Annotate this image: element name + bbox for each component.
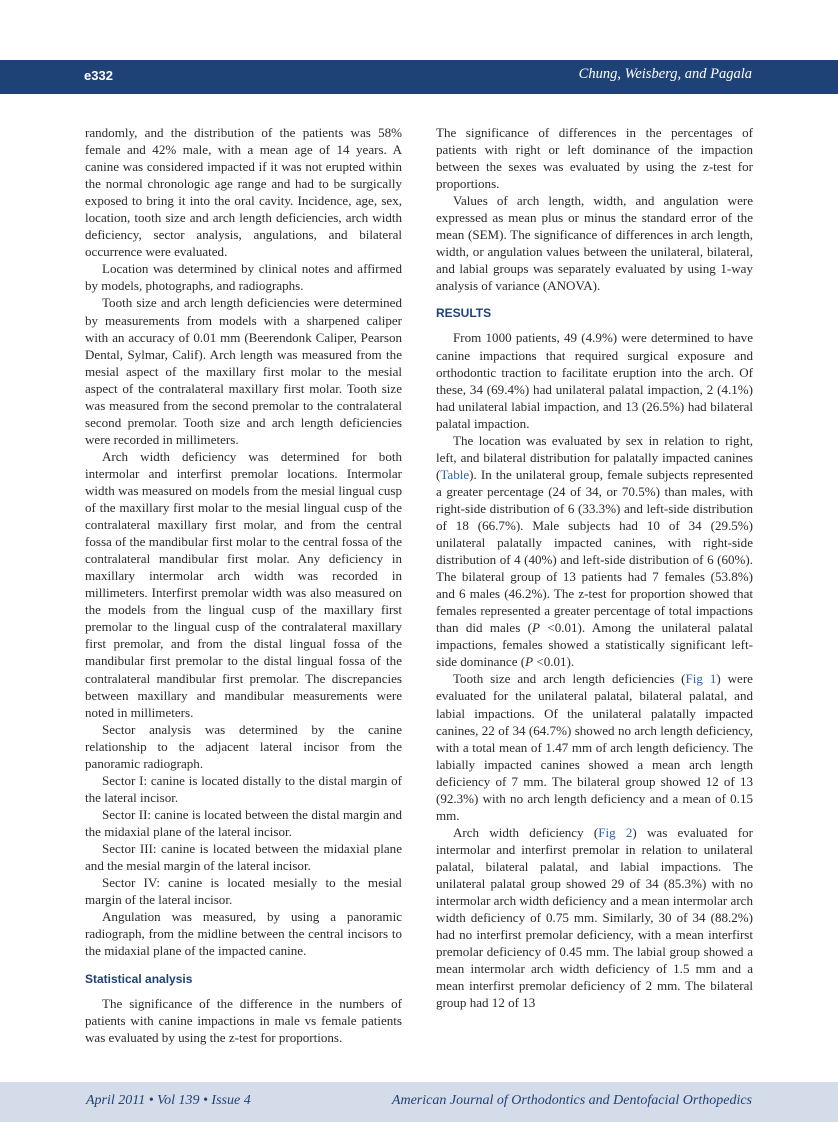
page-number: e332 (84, 68, 113, 83)
paragraph: Angulation was measured, by using a panoramic radiograph, from the midline between the central incisors to the midaxial plane of the impacted canine. (85, 909, 402, 959)
paragraph: Sector analysis was determined by the canine relationship to the adjacent lateral incisor from the panoramic radiograph. (85, 721, 402, 771)
figure-1-link[interactable]: Fig 1 (685, 671, 717, 687)
paragraph: The location was evaluated by sex in relation to right, left, and bilateral distribution for palatally impacted canines (Table). In the unilateral group, female subjects represented a greater percentage (24 of 34, or 70.5%) than males, with right-side distribution of 6 (33.3%) and left-side distribution of 18 (66.7%). Male subjects had 10 of 34 (29.5%) unilateral palatally impacted canines, with right-side distribution of 4 (40%) and left-side distribution of 6 (60%). The bilateral group of 13 patients had 7 females (53.8%) and 6 males (46.2%). The z-test for proportion showed that females represented a greater percentage of total impactions than did males (P <0.01). Among the unilateral palatal impactions, females showed a statistically significant left-side dominance (P <0.01). (436, 432, 754, 670)
paragraph: Arch width deficiency was determined for both intermolar and interfirst premolar locations. Intermolar width was measured on models from the mesial lingual cusp of the maxillary first molar to the mesial lingual cusp of the contralateral maxillary first molar, and from the central fossa of the mandibular first molar to the central fossa of the contralateral mandibular first molar. Any deficiency in maxillary intermolar arch width was recorded in millimeters. Interfirst premolar width was also measured on the models from the lingual cusp of the maxillary first premolar to the lingual cusp of the contralateral maxillary first premolar, and from the distal lingual fossa of the mandibular first premolar to the distal lingual fossa of the contralateral mandibular first premolar. The discrepancies between maxillary and mandibular measurements were noted in millimeters. (85, 448, 402, 720)
running-header (0, 60, 838, 94)
paragraph: Sector I: canine is located distally to the distal margin of the lateral incisor. (85, 772, 402, 805)
paragraph: Tooth size and arch length deficiencies were determined by measurements from models with a sharpened caliper with an accuracy of 0.01 mm (Beerendonk Caliper, Pearson Dental, Sylmar, Calif). Arch length was measured from the mesial aspect of the maxillary first molar to the mesial aspect of the contralateral maxillary first molar. Tooth size was measured from the second premolar to the contralateral second premolar. Tooth size and arch length deficiencies were recorded in millimeters. (85, 295, 402, 447)
journal-title: American Journal of Orthodontics and Dentofacial Orthopedics (391, 1093, 752, 1108)
paragraph: The significance of the difference in the numbers of patients with canine impactions in male vs female patients was evaluated by using the z-test for proportions. (85, 996, 402, 1046)
paragraph: Location was determined by clinical notes and affirmed by models, photographs, and radiographs. (85, 261, 402, 294)
paragraph: The significance of differences in the percentages of patients with right or left dominance of the impaction between the sexes was evaluated by using the z-test for proportions. (436, 125, 753, 192)
paragraph: Sector IV: canine is located mesially to the mesial margin of the lateral incisor. (85, 875, 402, 908)
paragraph: Sector II: canine is located between the distal margin and the midaxial plane of the lateral incisor. (85, 806, 402, 839)
running-footer (0, 1082, 838, 1122)
paragraph: Tooth size and arch length deficiencies (Fig 1) were evaluated for the unilateral palatal, bilateral palatal, and labial impactions. Of the unilateral palatally impacted canines, 22 of 34 (64.7%) showed no arch length deficiency, with a total mean of 1.47 mm of arch length deficiency. The labially impacted canines showed a mean arch length deficiency of 7 mm. The bilateral group showed 12 of 13 (92.3%) with no arch length deficiency and a mean of 0.15 mm. (436, 671, 753, 823)
paragraph: Values of arch length, width, and angulation were expressed as mean plus or minus the standard error of the mean (SEM). The significance of differences in arch length, width, or angulation values between the unilateral, bilateral, and labial groups was separately evaluated by using 1-way analysis of variance (ANOVA). (436, 193, 753, 294)
section-heading-results: RESULTS (436, 306, 492, 321)
section-heading-statistical-analysis: Statistical analysis (85, 972, 193, 987)
right-column (436, 124, 753, 1011)
table-link[interactable]: Table (440, 466, 470, 482)
paragraph: From 1000 patients, 49 (4.9%) were determined to have canine impactions that required surgical exposure and orthodontic traction to facilitate eruption into the arch. Of these, 34 (69.4%) had unilateral palatal impaction, 2 (4.1%) had unilateral labial impaction, and 13 (26.5%) had bilateral palatal impaction. (436, 330, 753, 431)
figure-2-link[interactable]: Fig 2 (598, 824, 633, 840)
paragraph: randomly, and the distribution of the patients was 58% female and 42% male, with a mean age of 14 years. A canine was considered impacted if it was not erupted within the normal chronologic age range and had to be surgically exposed to bring it into the oral cavity. Incidence, age, sex, location, tooth size and arch length deficiencies, arch width deficiency, sector analysis, angulations, and bilateral occurrence were evaluated. (85, 125, 402, 260)
left-column (85, 124, 402, 1046)
running-authors: Chung, Weisberg, and Pagala (578, 66, 752, 82)
issue-info: April 2011 • Vol 139 • Issue 4 (86, 1093, 251, 1108)
paragraph: Sector III: canine is located between the midaxial plane and the mesial margin of the lateral incisor. (85, 840, 402, 874)
paragraph: Arch width deficiency (Fig 2) was evaluated for intermolar and interfirst premolar in relation to unilateral palatal, bilateral palatal, and labial impactions. The unilateral palatal group showed 29 of 34 (85.3%) with no intermolar arch width deficiency and a mean intermolar arch width deficiency of 0.75 mm. Similarly, 30 of 34 (88.2%) had no interfirst premolar deficiency, with a mean interfirst premolar deficiency of 0.45 mm. The labial group showed a mean intermolar arch width deficiency of 1.5 mm and a mean interfirst premolar deficiency of 2 mm. The bilateral group had 12 of 13 (436, 824, 753, 1011)
